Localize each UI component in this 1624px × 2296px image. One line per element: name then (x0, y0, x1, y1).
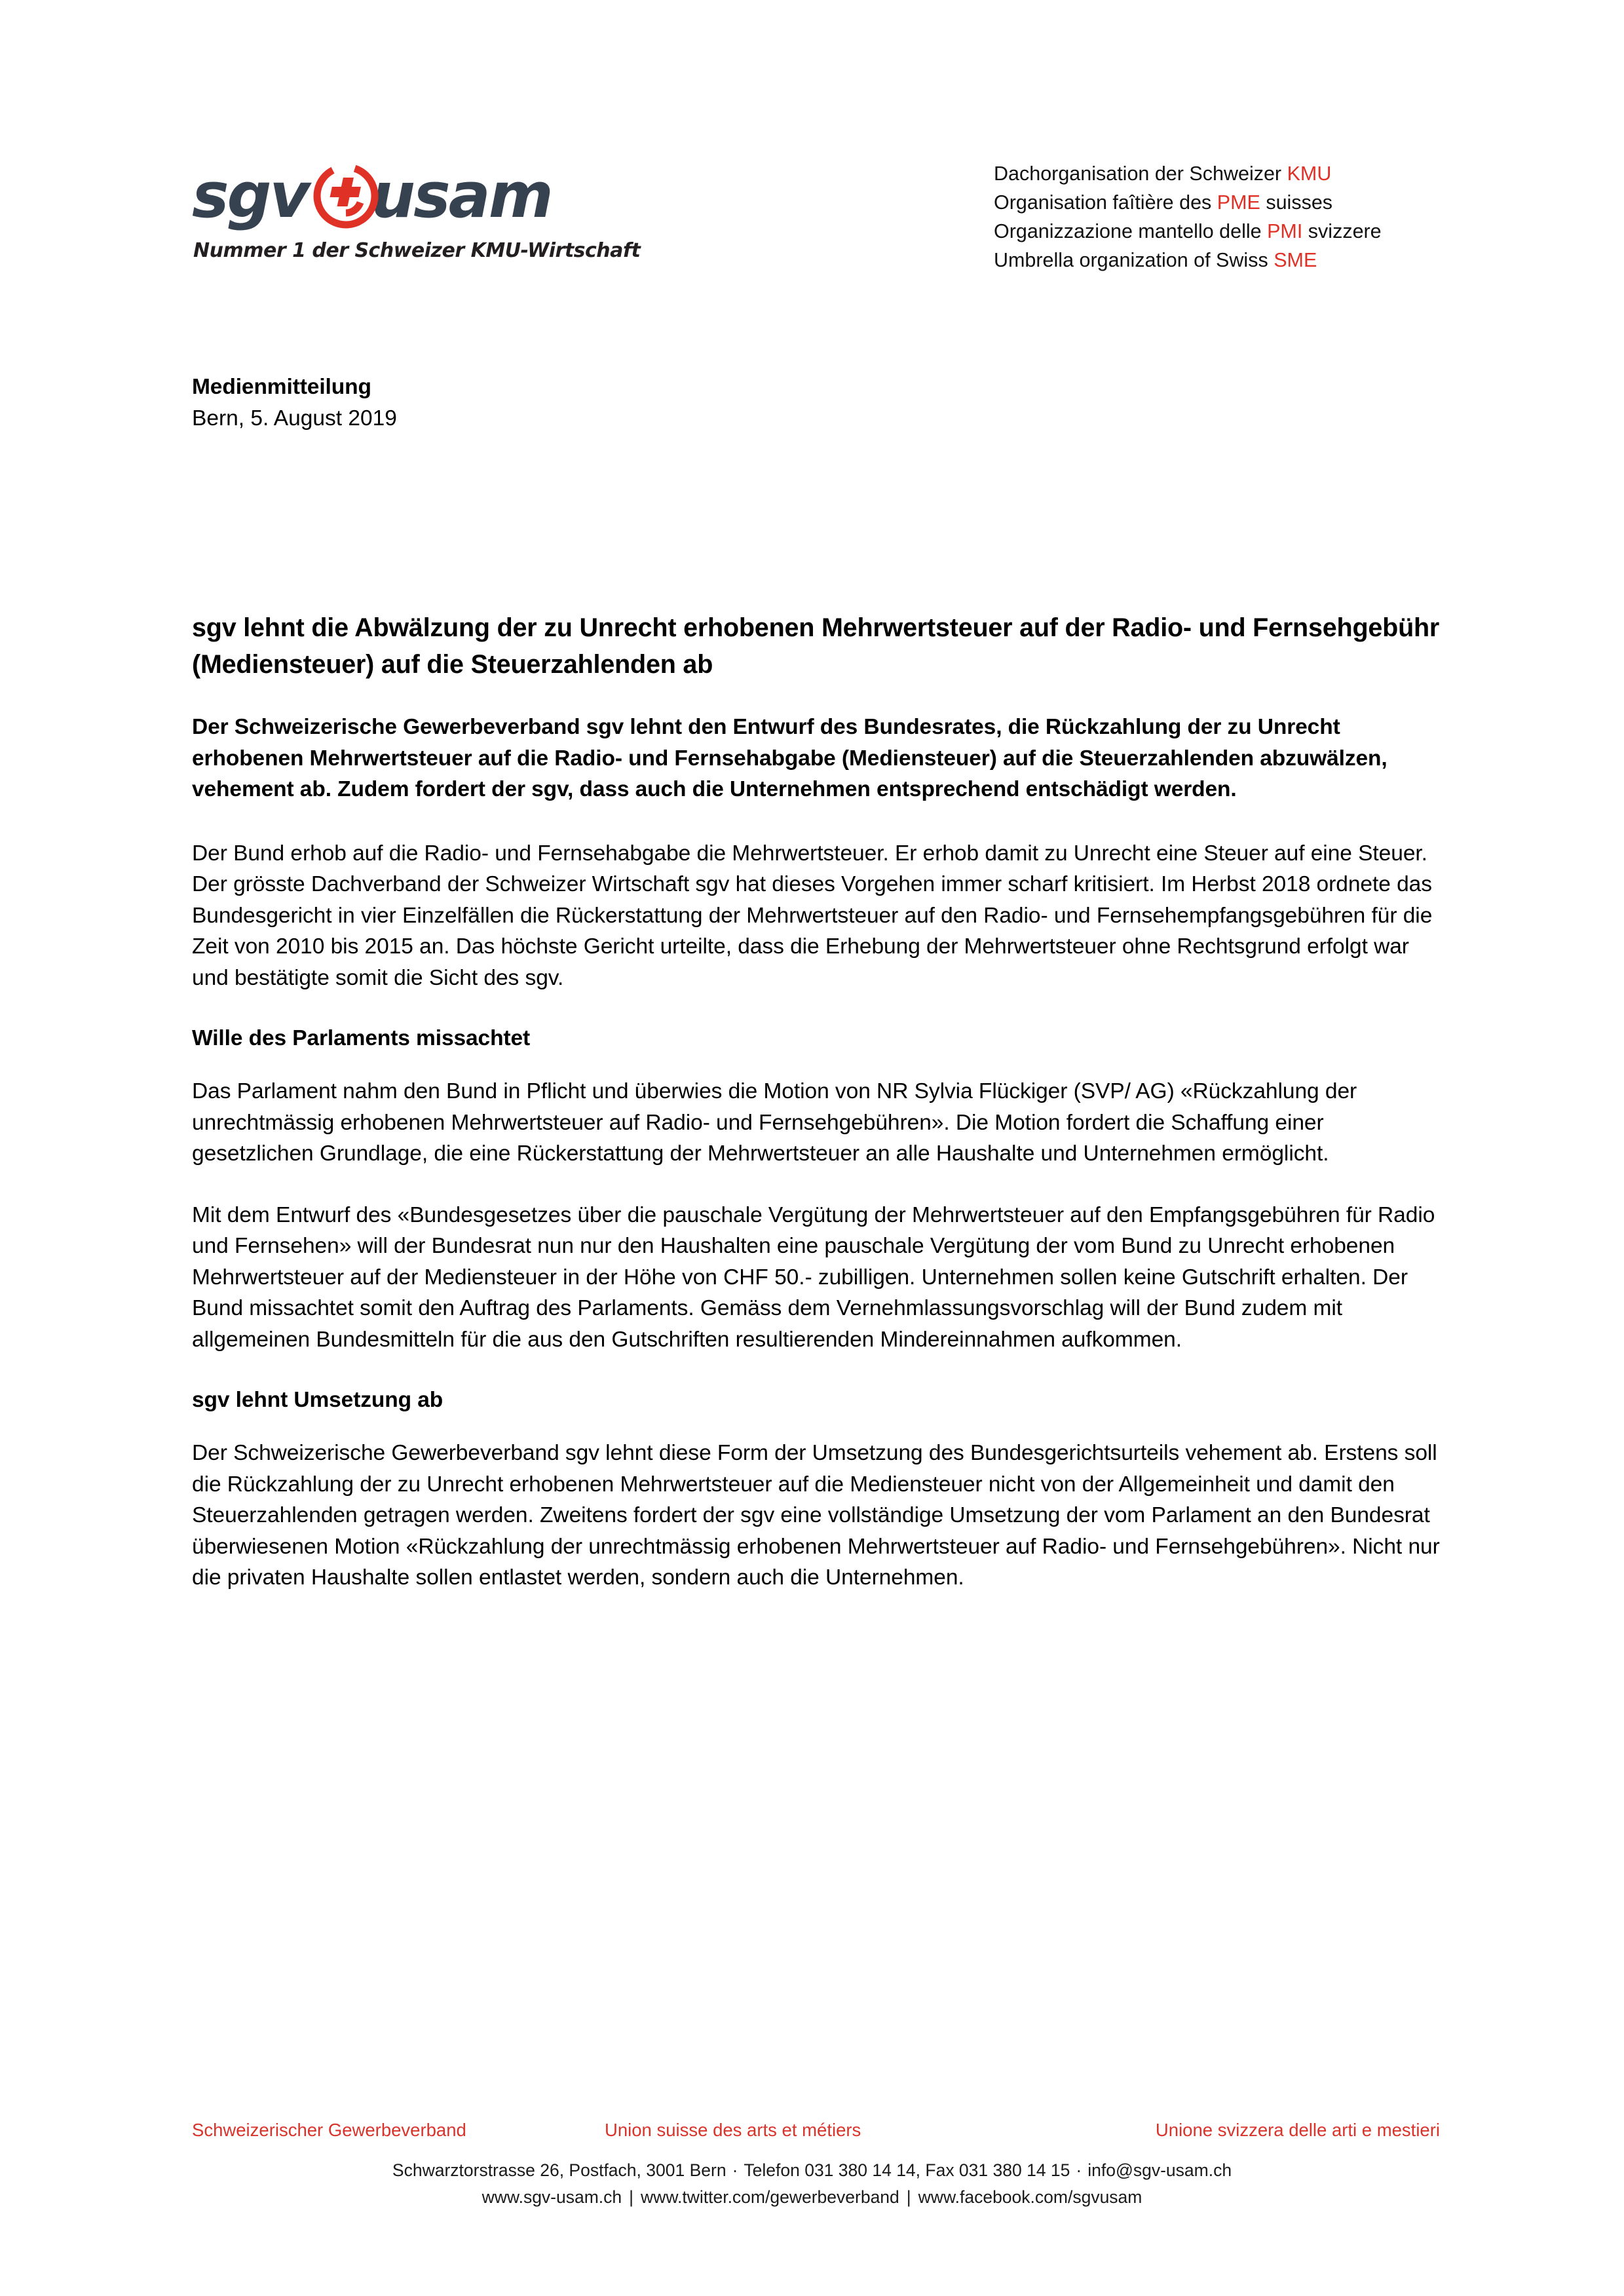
page-header (0, 0, 1624, 308)
logo-wordmark (192, 159, 598, 233)
document-body (192, 609, 1440, 1624)
swiss-cross-ring-icon (312, 162, 380, 230)
footer-org-fr: Union suisse des arts et métiers (605, 2120, 861, 2140)
sgv-usam-logo (192, 159, 641, 262)
section-heading-parlament: Wille des Parlaments missachtet (192, 1026, 531, 1050)
org-line-fr-highlight: PME (1217, 191, 1260, 214)
document-meta (192, 372, 397, 434)
org-line-en-highlight: SME (1274, 249, 1317, 271)
org-line-de-highlight: KMU (1287, 163, 1332, 185)
org-line-de (994, 159, 1382, 188)
organisation-descriptor-list (994, 159, 1382, 275)
org-line-en (994, 246, 1382, 275)
footer-website-link[interactable]: www.sgv-usam.ch (482, 2187, 622, 2207)
body-paragraph-1: Der Bund erhob auf die Radio- und Fernsehabgabe die Mehrwertsteuer. Er erhob damit zu Unrecht eine Steuer auf eine Steuer. Der grösste Dachverband der Schweizer Wirtschaft sgv hat dieses Vorgehen immer scharf kritisiert. Im Herbst 2018 ordnete das Bundesgericht in vier Einzelfällen die Rückerstattung der Mehrwertsteuer auf den Radio- und Fernsehempfangsgebühren für die Zeit von 2010 bis 2015 an. Das höchste Gericht urteilte, dass die Erhebung der Mehrwertsteuer ohne Rechtsgrund erfolgt war und bestätigte somit die Sicht des sgv. (192, 841, 1433, 990)
body-paragraph-3: Mit dem Entwurf des «Bundesgesetzes über die pauschale Vergütung der Mehrwertsteuer auf den Empfangsgebühren für Radio und Fernsehen» will der Bundesrat nun nur den Haushalten eine pauschale Vergütung der vom Bund zu Unrecht erhobenen Mehrwertsteuer auf der Mediensteuer in der Höhe von CHF 50.- zubilligen. Unternehmen sollen keine Gutschrift erhalten. Der Bund missachtet somit den Auftrag des Parlaments. Gemäss dem Vernehmlassungsvorschlag will der Bund zudem mit allgemeinen Bundesmitteln für die aus den Gutschriften resultierenden Mindereinnahmen aufkommen. (192, 1202, 1435, 1352)
place-and-date: Bern, 5. August 2019 (192, 406, 397, 430)
org-line-fr (994, 188, 1382, 217)
footer-twitter-link[interactable]: www.twitter.com/gewerbeverband (641, 2187, 899, 2207)
footer-pipe-1: | (629, 2187, 634, 2207)
footer-contact-block (0, 2157, 1624, 2211)
footer-pipe-2: | (906, 2187, 911, 2207)
footer-contact-line-2 (0, 2184, 1624, 2211)
org-line-fr-prefix: Organisation faîtière des (994, 191, 1217, 214)
footer-org-de: Schweizerischer Gewerbeverband (192, 2120, 466, 2140)
footer-organisation-names (192, 2119, 1440, 2141)
footer-facebook-link[interactable]: www.facebook.com/sgvusam (918, 2187, 1142, 2207)
body-paragraph-2: Das Parlament nahm den Bund in Pflicht und überwies die Motion von NR Sylvia Flückiger (SVP/ AG) «Rückzahlung der unrechtmässig erhobenen Mehrwertsteuer auf Radio- und Fernsehgebühren». Die Motion fordert die Schaffung einer gesetzlichen Grundlage, die eine Rückerstattung der Mehrwertsteuer an alle Haushalte und Unternehmen ermöglicht. (192, 1079, 1357, 1166)
footer-separator-1: · (732, 2160, 738, 2180)
document-type-label: Medienmitteilung (192, 375, 371, 399)
logo-tagline: Nummer 1 der Schweizer KMU-Wirtschaft (193, 239, 641, 262)
org-line-de-prefix: Dachorganisation der Schweizer (994, 163, 1287, 185)
org-line-it-prefix: Organizzazione mantello delle (994, 220, 1268, 242)
page-title: sgv lehnt die Abwälzung der zu Unrecht erhobenen Mehrwertsteuer auf der Radio- und Fernsehgebühr (Mediensteuer) auf die Steuerzahlenden ab (192, 613, 1440, 679)
footer-separator-2: · (1076, 2160, 1082, 2180)
footer-phone: Telefon 031 380 14 14, Fax 031 380 14 15 (744, 2160, 1070, 2180)
org-line-it-highlight: PMI (1267, 220, 1303, 242)
org-line-en-prefix: Umbrella organization of Swiss (994, 249, 1274, 271)
footer-contact-line-1 (0, 2157, 1624, 2184)
page-footer (0, 2073, 1624, 2296)
logo-text-sgv: sgv (192, 159, 309, 232)
footer-email-link[interactable]: info@sgv-usam.ch (1087, 2160, 1232, 2180)
logo-text-usam: usam (371, 159, 552, 232)
footer-org-it: Unione svizzera delle arti e mestieri (1155, 2120, 1440, 2140)
lead-paragraph: Der Schweizerische Gewerbeverband sgv lehnt den Entwurf des Bundesrates, die Rückzahlung der zu Unrecht erhobenen Mehrwertsteuer auf die Radio- und Fernsehabgabe (Mediensteuer) auf die Steuerzahlenden abzuwälzen, vehement ab. Zudem fordert der sgv, dass auch die Unternehmen entsprechend entschädigt werden. (192, 715, 1388, 801)
org-line-it-suffix: svizzere (1302, 220, 1382, 242)
footer-address: Schwarztorstrasse 26, Postfach, 3001 Bern (392, 2160, 727, 2180)
section-heading-umsetzung: sgv lehnt Umsetzung ab (192, 1388, 444, 1412)
org-line-it (994, 217, 1382, 246)
body-paragraph-4: Der Schweizerische Gewerbeverband sgv lehnt diese Form der Umsetzung des Bundesgerichtsurteils vehement ab. Erstens soll die Rückzahlung der zu Unrecht erhobenen Mehrwertsteuer auf die Mediensteuer nicht von der Allgemeinheit und damit den Steuerzahlenden getragen werden. Zweitens fordert der sgv eine vollständige Umsetzung der vom Parlament an den Bundesrat überwiesenen Motion «Rückzahlung der unrechtmässig erhobenen Mehrwertsteuer auf Radio- und Fernsehgebühren». Nicht nur die privaten Haushalte sollen entlastet werden, sondern auch die Unternehmen. (192, 1441, 1440, 1590)
org-line-fr-suffix: suisses (1260, 191, 1333, 214)
